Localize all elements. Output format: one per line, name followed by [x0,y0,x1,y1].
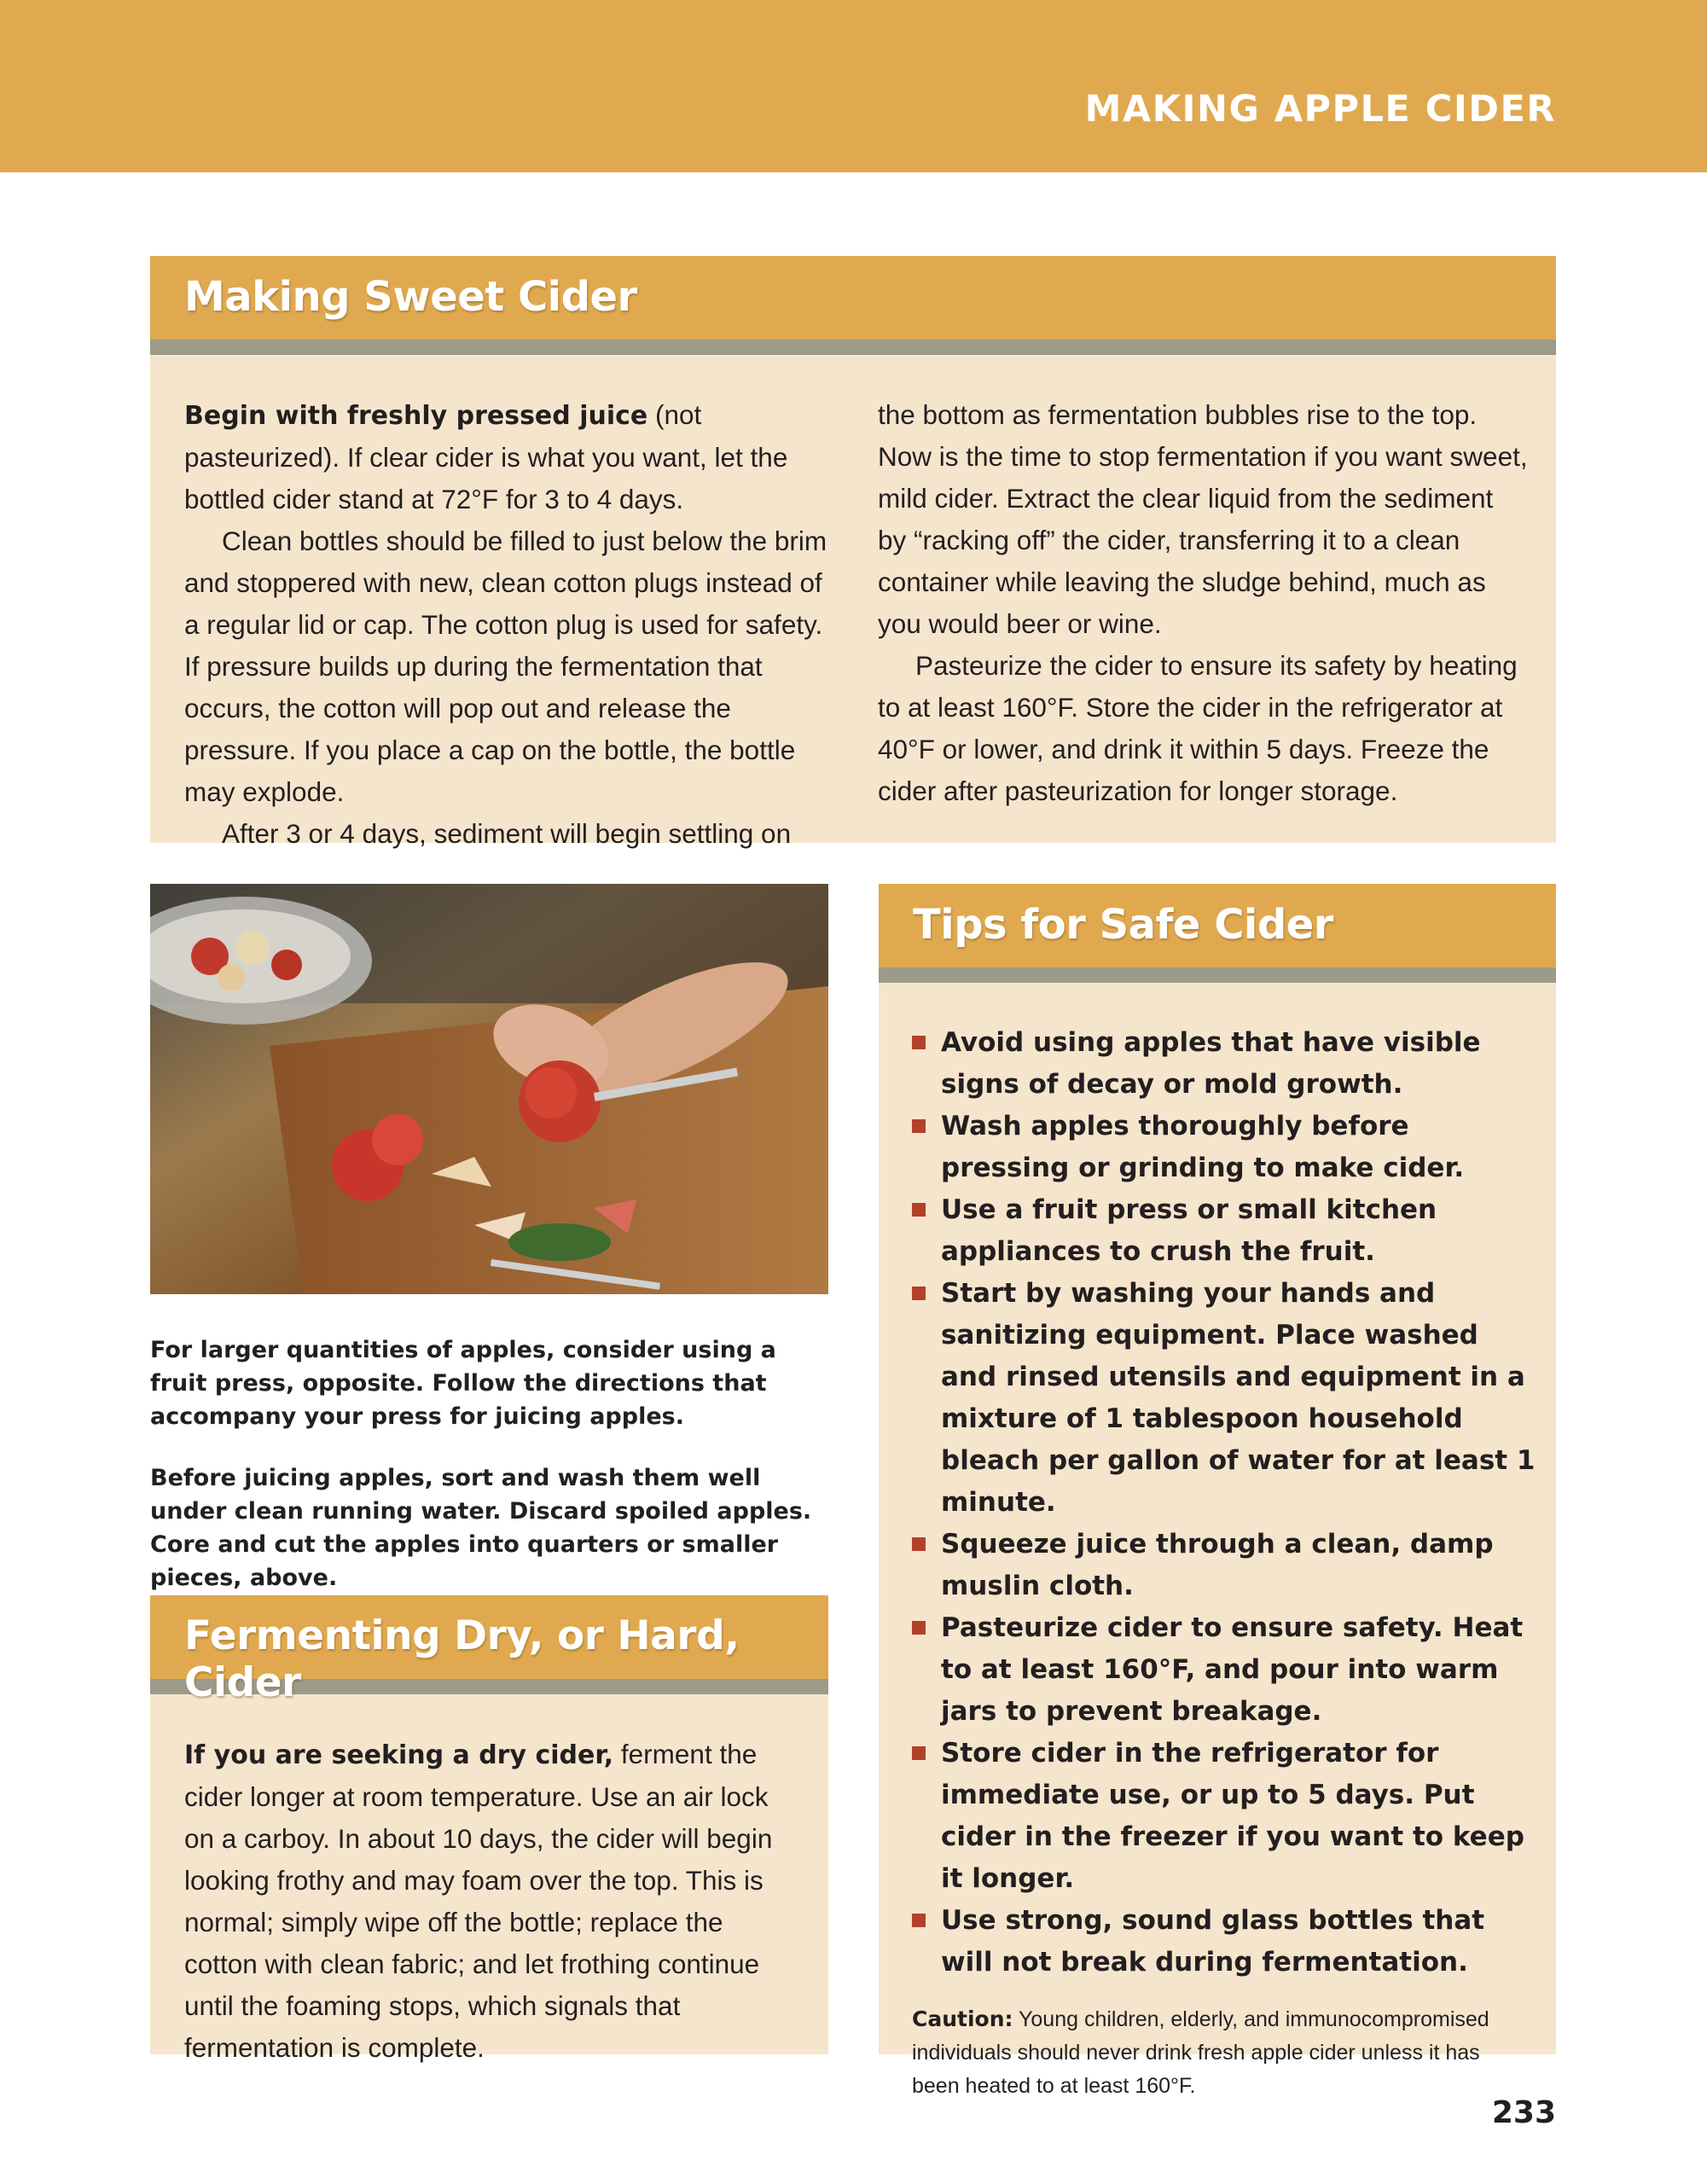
chapter-title: MAKING APPLE CIDER [1084,88,1556,131]
sweet-cider-p3-cont: the bottom as fermentation bubbles rise to the top. Now is the time to stop fermentation if you want sweet, mild cider. Extract the clear liquid from the sediment by “racking off” the cider, transferring it to a clean container while leaving the sludge behind, much as you would beer or wine. [878,399,1528,639]
sweet-cider-lead: Begin with freshly pressed juice [184,401,648,431]
sweet-cider-p3: After 3 or 4 days, sediment will begin settling on [222,818,792,849]
apple-cutting-illustration [150,884,828,1294]
tip-item: Squeeze juice through a clean, damp muslin cloth. [879,1524,1536,1607]
sweet-cider-p4: Pasteurize the cider to ensure its safety by heating to at least 160°F. Store the cider in the refrigerator at 40°F or lower, and drink it within 5 days. Freeze the cider after pasteurization for longer storage. [878,650,1518,806]
sweet-cider-box [150,256,1556,849]
sweet-cider-p2: Clean bottles should be filled to just below the brim and stoppered with new, clean cotton plugs instead of a regular lid or cap. The cotton plug is used for safety. If pressure builds up during the fermentation that occurs, the cotton will pop out and release the pressure. If you place a cap on the bottle, the bottle may explode. [184,526,827,807]
tips-header [879,884,1556,983]
bullet-square-icon [912,1914,926,1927]
tip-item: Wash apples thoroughly before pressing or grinding to make cider. [879,1106,1536,1189]
hard-cider-box [150,1595,828,2063]
bullet-square-icon [912,1036,926,1049]
bullet-square-icon [912,1287,926,1300]
hard-cider-header [150,1595,828,1706]
sweet-cider-p1 [184,394,831,520]
tip-item: Pasteurize cider to ensure safety. Heat to at least 160°F, and pour into warm jars to prevent breakage. [879,1607,1536,1733]
chapter-header-band [0,0,1707,172]
caution-note: Caution: Young children, elderly, and immunocompromised individuals should never drink fresh apple cider unless it has been heated to at least 160°F. [912,2007,1489,2098]
bullet-square-icon [912,1537,926,1551]
sweet-cider-lead-rest: (not pasteurized). If clear cider is what you want, let the bottled cider stand at 72°F for 3 to 4 days. [184,399,788,514]
bullet-square-icon [912,1119,926,1133]
sweet-cider-col-left [184,394,831,855]
hard-cider-title: Fermenting Dry, or Hard, Cider [184,1612,740,1706]
tip-item: Store cider in the refrigerator for immediate use, or up to 5 days. Put cider in the freezer if you want to keep it longer. [879,1733,1536,1900]
photo-caption-1: For larger quantities of apples, consider using a fruit press, opposite. Follow the directions that accompany your press for juicing apples. [150,1337,776,1430]
hard-cider-body-wrap [184,1734,803,2069]
bullet-square-icon [912,1746,926,1760]
tip-item: Use strong, sound glass bottles that will not break during fermentation. [879,1900,1536,1984]
hard-cider-lead: If you are seeking a dry cider, [184,1740,614,1770]
caution-label: Caution: [912,2007,1013,2031]
bullet-square-icon [912,1203,926,1217]
bullet-square-icon [912,1621,926,1635]
sweet-cider-title: Making Sweet Cider [184,273,637,321]
hard-cider-body: If you are seeking a dry cider, ferment the cider longer at room temperature. Use an air lock on a carboy. In about 10 days, the cider will begin looking frothy and may foam over the top. This is normal; simply wipe off the bottle; replace the cotton with clean fabric; and let frothing continue until the foaming stops, which signals that fermentation is complete. [184,1739,773,2063]
tip-item: Start by washing your hands and sanitizing equipment. Place washed and rinsed utensils and equipment in a mixture of 1 tablespoon household bleach per gallon of water for at least 1 minute. [879,1273,1536,1524]
tips-list [879,1022,1536,1984]
sweet-cider-col-right [878,394,1528,812]
page-number: 233 [1491,2095,1556,2130]
tips-title: Tips for Safe Cider [913,901,1333,949]
tip-item: Use a fruit press or small kitchen appliances to crush the fruit. [879,1189,1536,1273]
tip-item: Avoid using apples that have visible signs of decay or mold growth. [879,1022,1536,1106]
tips-content [879,1022,1536,2103]
sweet-cider-header [150,256,1556,355]
tips-box [879,884,1556,2098]
photo-caption-2: Before juicing apples, sort and wash them well under clean running water. Discard spoiled apples. Core and cut the apples into quarters or smaller pieces, above. [150,1465,812,1591]
apple-cutting-photo [150,884,828,1294]
